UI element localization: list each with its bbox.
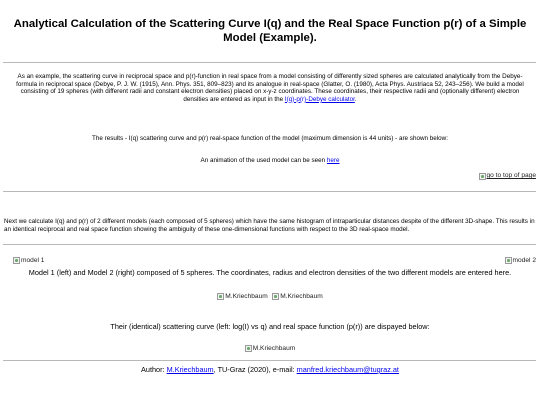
broken-image-icon bbox=[505, 257, 512, 264]
broken-image-icon bbox=[479, 173, 486, 180]
results-text: The results - I(q) scattering curve and p(r) real-space function of the model (maximum dimension is 44 units) - are shown below: bbox=[92, 135, 448, 142]
go-to-top-alt: go to top of page bbox=[486, 172, 536, 179]
author-prefix: Author: bbox=[141, 365, 167, 374]
animation-paragraph bbox=[10, 157, 530, 165]
author-middle: , TU-Graz (2020), e-mail: bbox=[213, 365, 297, 374]
intro-text-end: . bbox=[354, 95, 357, 103]
models-intro: Next we calculate I(q) and p(r) of 2 different models (each composed of 5 spheres) which have the same histogram of intraparticular distances despite of the different 3D-shape. This results in an identical reciprocal and real space function showing the ambiguity of these one-dimensional functions with respect to the 3D real-space model. bbox=[4, 218, 535, 233]
broken-image-icon bbox=[217, 293, 224, 300]
model-tables-row bbox=[10, 287, 530, 305]
intro-text: As an example, the scattering curve in reciprocal space and p(r)-function in real space from a model consisting of differently sized spheres are calculated analytically from the Debye-formula in reciprocal space (Debye, P. J. W. (1915), Ann. Phys. 351, 809–823) and its analogue in real-space (Glatter, O. (1980), Acta Phys. Austriaca 52, 243–256). We build a model consisting of 19 spheres (with different radii and constant electron densities) placed on x-y-z coordinates. These coordinates, their respective radii and (optionally different) electron densities are entered as input in the bbox=[16, 73, 524, 103]
curves-caption: Their (identical) scattering curve (left: log(I) vs q) and real space function (p(r)) are dispayed below: bbox=[110, 322, 430, 331]
divider-top bbox=[3, 62, 536, 63]
go-to-top-link[interactable] bbox=[479, 172, 537, 183]
model-2-alt: model 2 bbox=[512, 257, 536, 264]
model-1-alt: model 1 bbox=[21, 257, 45, 264]
divider-middle bbox=[3, 191, 536, 192]
animation-text: An animation of the used model can be seen bbox=[200, 157, 327, 164]
model-2-image bbox=[505, 251, 536, 269]
intro-paragraph bbox=[8, 73, 532, 103]
broken-image-icon bbox=[245, 345, 252, 352]
curves-alt: M.Kriechbaum bbox=[252, 345, 296, 352]
curves-image bbox=[245, 345, 296, 352]
page-title: Analytical Calculation of the Scattering Curve I(q) and the Real Space Function p(r) of a Simple Model (Example). bbox=[13, 18, 527, 44]
author-name-link[interactable]: M.Kriechbaum bbox=[166, 365, 214, 374]
author-email-link[interactable]: manfred.kriechbaum@tugraz.at bbox=[296, 365, 399, 374]
animation-link[interactable]: here bbox=[326, 157, 340, 164]
go-to-top-image bbox=[479, 172, 537, 180]
table-2-alt: M.Kriechbaum bbox=[280, 293, 323, 300]
model-1-image bbox=[13, 251, 44, 269]
divider-bottom bbox=[3, 360, 536, 361]
divider-models bbox=[3, 244, 536, 245]
table-1-alt: M.Kriechbaum bbox=[225, 293, 268, 300]
debye-calculator-link[interactable]: I(q)-p(r)-Debye calculator bbox=[284, 95, 355, 103]
models-caption: Model 1 (left) and Model 2 (right) composed of 5 spheres. The coordinates, radius and electron densities of the two different models are entered here. bbox=[28, 268, 512, 277]
broken-image-icon bbox=[272, 293, 279, 300]
broken-image-icon bbox=[13, 257, 20, 264]
model-1-table-image bbox=[217, 293, 268, 300]
curves-image-row bbox=[10, 339, 530, 357]
model-2-table-image bbox=[272, 293, 323, 300]
author-line bbox=[10, 365, 530, 374]
